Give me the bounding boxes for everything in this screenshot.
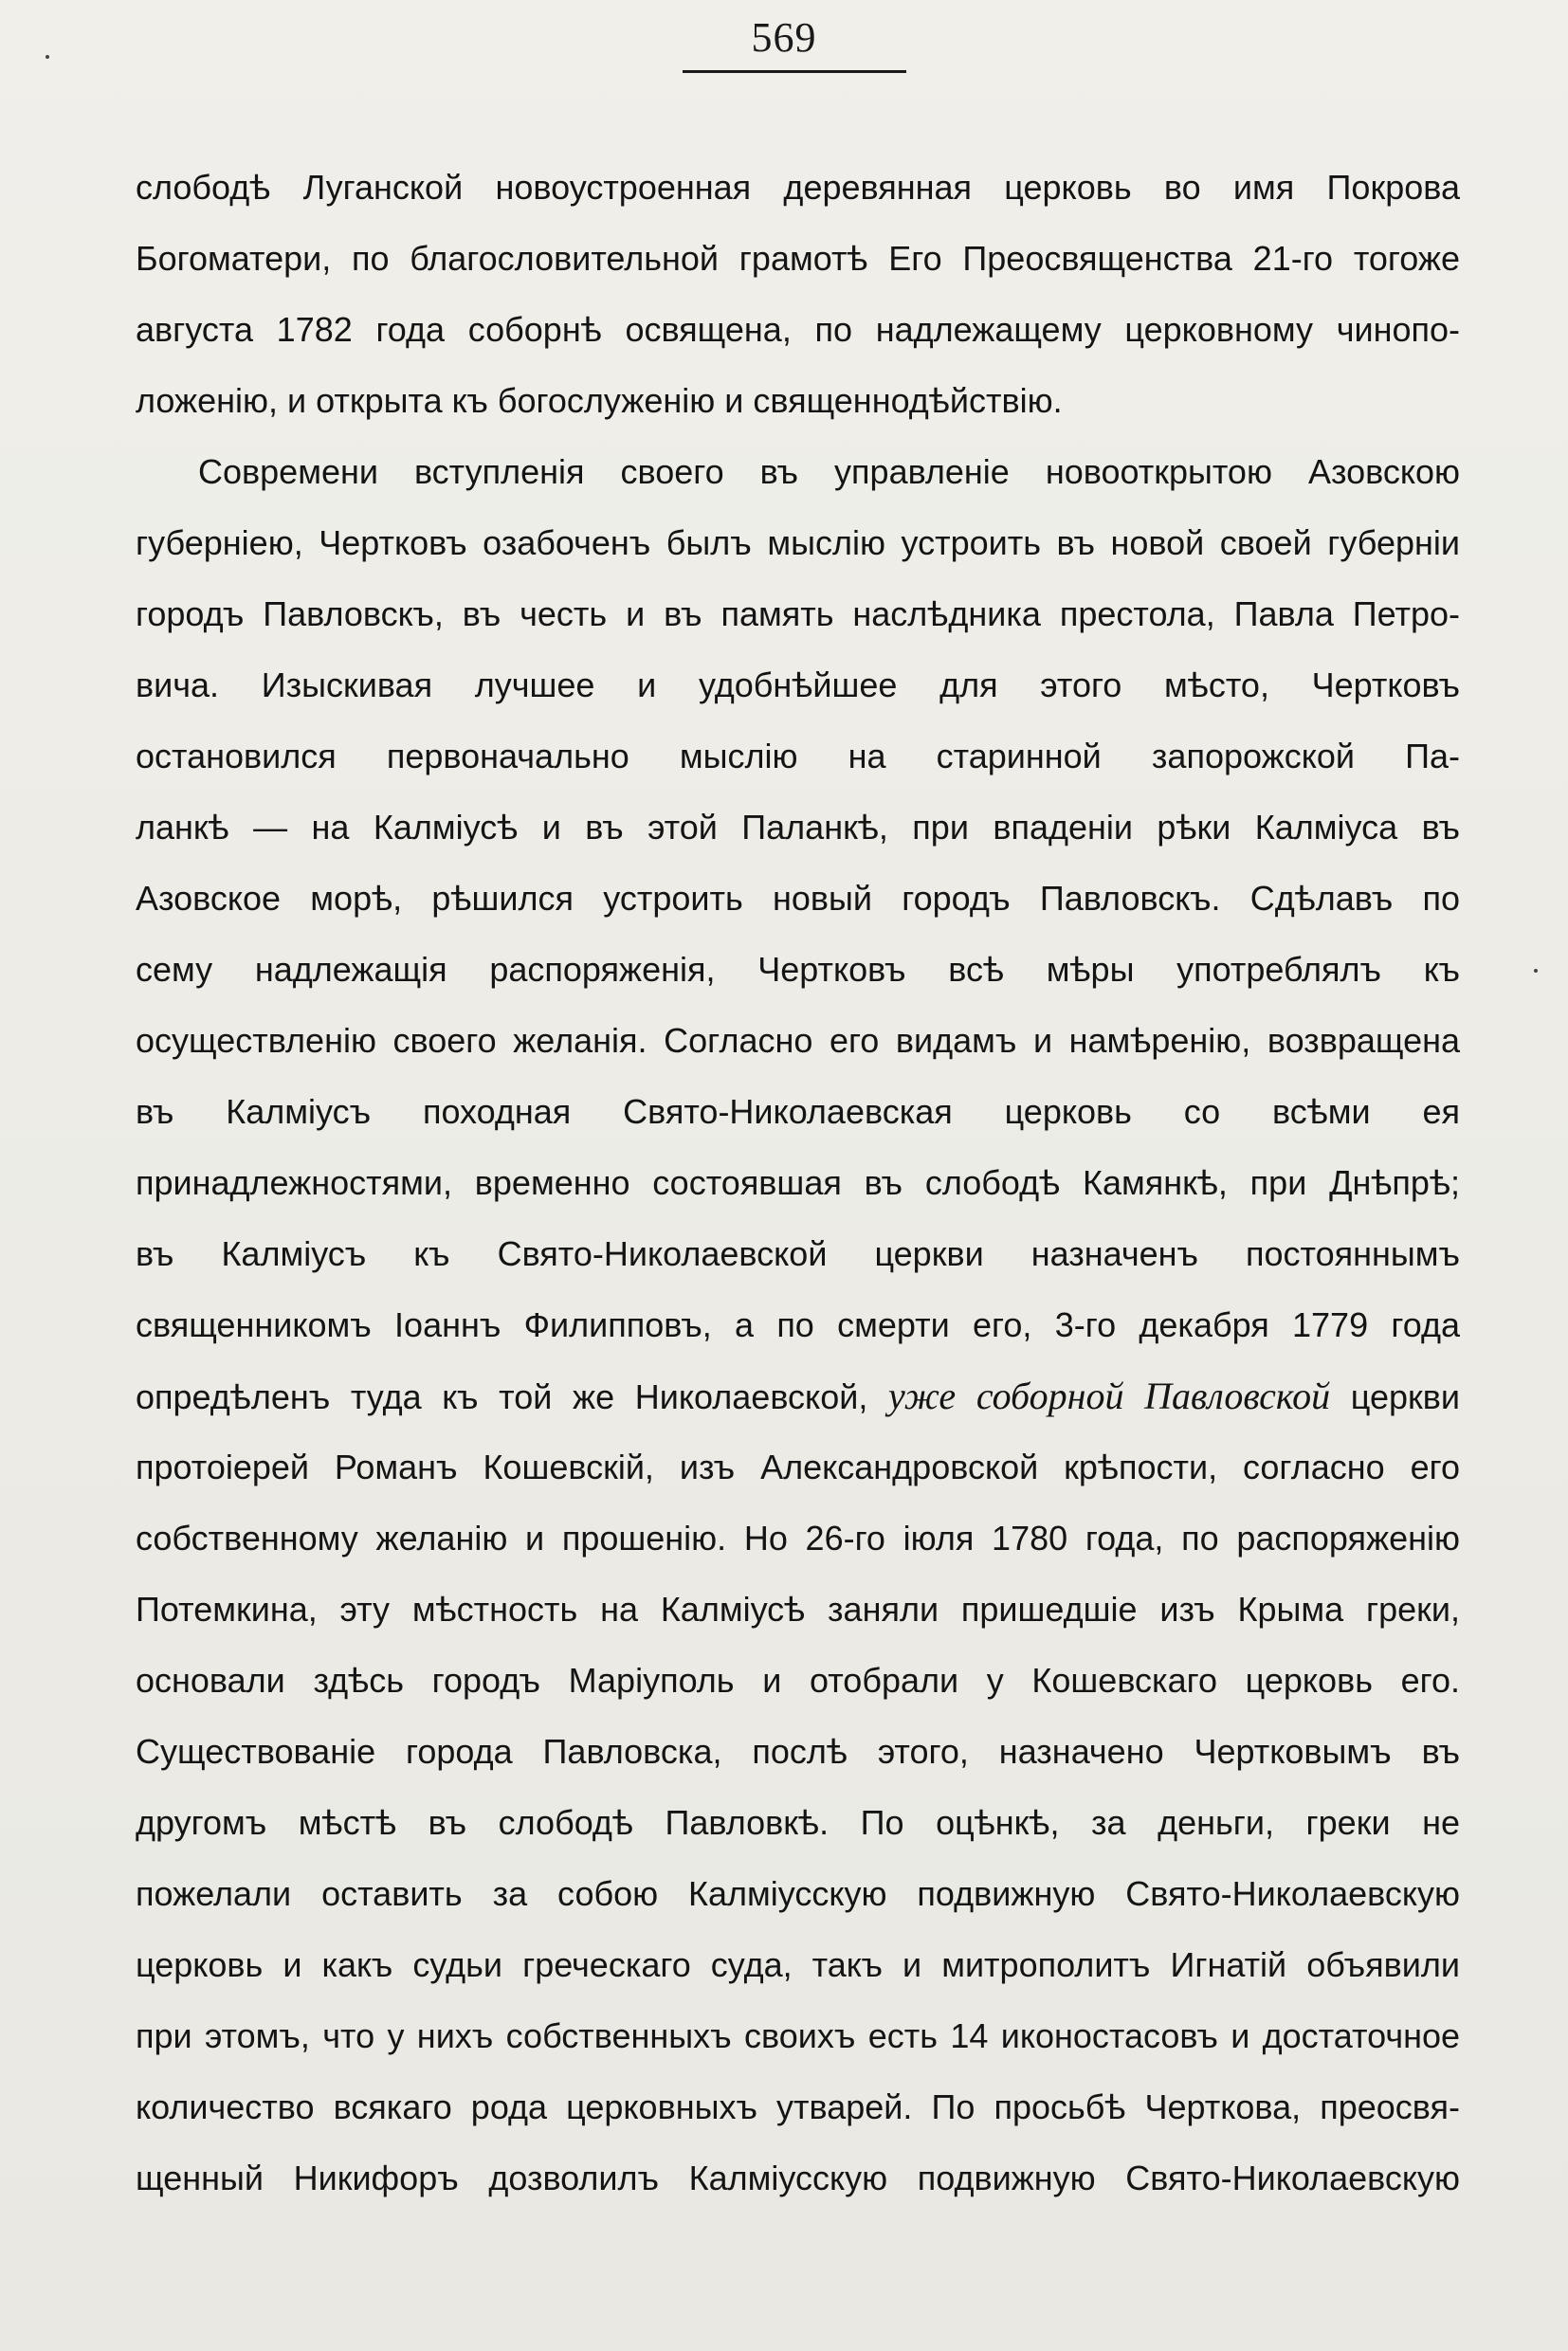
text-line: Существованіе города Павловска, послѣ этого, назначено Чертковымъ въ [136, 1732, 1460, 1771]
page-number-underline [683, 70, 906, 73]
text-line: сему надлежащія распоряженія, Чертковъ всѣ мѣры употреблялъ къ [136, 950, 1460, 989]
text-line: собственному желанію и прошенію. Но 26-го іюля 1780 года, по распоряженію [136, 1519, 1460, 1558]
speck [1534, 969, 1538, 973]
speck [46, 55, 49, 59]
text-line: остановился первоначально мыслію на старинной запорожской Па- [136, 737, 1460, 775]
text-line: основали здѣсь городъ Маріуполь и отобрали у Кошевскаго церковь его. [136, 1661, 1460, 1700]
text-span: опредѣленъ туда къ той же Николаевской, [136, 1377, 888, 1416]
text-line: другомъ мѣстѣ въ слободѣ Павловкѣ. По оцѣнкѣ, за деньги, греки не [136, 1803, 1460, 1842]
text-line: количество всякаго рода церковныхъ утварей. По просьбѣ Черткова, преосвя- [136, 2087, 1460, 2126]
text-line: церковь и какъ судьи греческаго суда, такъ и митрополитъ Игнатій объявили [136, 1945, 1460, 1984]
text-line: августа 1782 года соборнѣ освящена, по надлежащему церковному чинопо- [136, 310, 1460, 349]
text-line: при этомъ, что у нихъ собственныхъ своихъ есть 14 иконостасовъ и достаточное [136, 2016, 1460, 2055]
text-line: въ Калміусъ къ Свято-Николаевской церкви назначенъ постояннымъ [136, 1234, 1460, 1273]
text-line: протоіерей Романъ Кошевскій, изъ Александровской крѣпости, согласно его [136, 1448, 1460, 1486]
text-line: осуществленію своего желанія. Согласно его видамъ и намѣренію, возвращена [136, 1021, 1460, 1060]
text-line: въ Калміусъ походная Свято-Николаевская церковь со всѣми ея [136, 1092, 1460, 1131]
text-line: Азовское морѣ, рѣшился устроить новый городъ Павловскъ. Сдѣлавъ по [136, 879, 1460, 918]
text-line: ложенію, и открыта къ богослуженію и священнодѣйствію. [136, 381, 1063, 420]
text-span: церкви [1330, 1377, 1460, 1416]
body-text [136, 152, 1460, 2214]
text-line: Богоматери, по благословительной грамотѣ Его Преосвященства 21-го тогоже [136, 239, 1460, 278]
text-line: Потемкина, эту мѣстность на Калміусѣ заняли пришедшіе изъ Крыма греки, [136, 1590, 1460, 1629]
text-line: Современи вступленія своего въ управленіе новооткрытою Азовскою [198, 452, 1460, 491]
text-line: вича. Изыскивая лучшее и удобнѣйшее для этого мѣсто, Чертковъ [136, 665, 1460, 704]
text-line: священникомъ Іоаннъ Филипповъ, а по смерти его, 3-го декабря 1779 года [136, 1305, 1460, 1344]
italic-emphasis: уже соборной Павловской [887, 1375, 1331, 1417]
text-line-with-italic [136, 1360, 1460, 1431]
text-line: слободѣ Луганской новоустроенная деревянная церковь во имя Покрова [136, 168, 1460, 207]
text-line: пожелали оставить за собою Калміусскую подвижную Свято-Николаевскую [136, 1874, 1460, 1913]
text-line: губерніею, Чертковъ озабоченъ былъ мыслію устроить въ новой своей губерніи [136, 523, 1460, 562]
text-line: ланкѣ — на Калміусѣ и въ этой Паланкѣ, при впаденіи рѣки Калміуса въ [136, 808, 1460, 847]
text-line: щенный Никифоръ дозволилъ Калміусскую подвижную Свято-Николаевскую [136, 2159, 1460, 2197]
text-line: принадлежностями, временно состоявшая въ слободѣ Камянкѣ, при Днѣпрѣ; [136, 1163, 1460, 1202]
text-line: городъ Павловскъ, въ честь и въ память наслѣдника престола, Павла Петро- [136, 594, 1460, 633]
page-number: 569 [751, 14, 817, 61]
